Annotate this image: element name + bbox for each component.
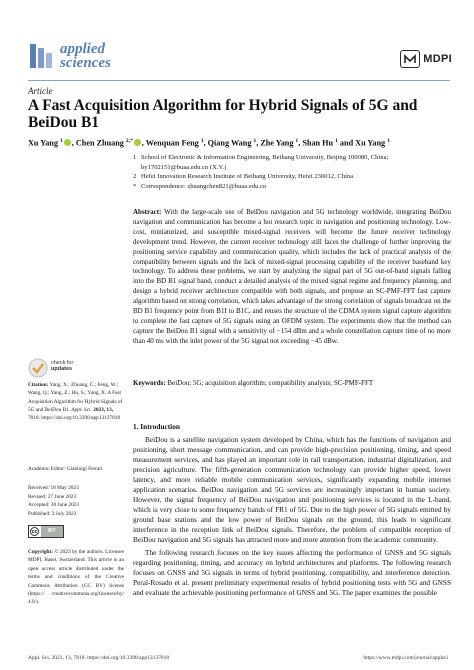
author-affiliation-mark: 1	[200, 138, 204, 144]
citation-journal: Appl. Sci.	[71, 406, 92, 413]
author-name: Shan Hu	[302, 138, 336, 148]
abstract-text: With the large-scale use of BeiDou navigation and 5G technology worldwide, integrating BeiDou navigation and communication has become a hot research topic in navigation and positioning technology. Low-cost, miniaturized, and susceptible mixed-signal receivers will become the future receiver technology development trend. However, the current receiver technology still faces the challenge of further improving the positioning service capability and communication quality, which includes the lack of practical analysis of the compatibility between signals and the lack of mixed-signal processing capability of the receiver baseband key technology. To address these problems, we start by analyzing the signal part of 5G out-of-band signals falling into the BD B1 signal band, conduct a detailed analysis of the mixed signal regime and frequency planning, and design a hybrid receiver architecture compatible with both signals, and propose an SC-PMF-FFT fast capture algorithm based on strong correlation, which takes advantage of the strong correlation of signals broadcast on the BD B1 frequency point from B1I to B1C, and reuses the structure of the CDMA system signal capture algorithm to complete the fast capture of 5G signals using an OFDM system. The experiments show that the method can capture the BeiDou B1 signal with a sensitivity of −154 dBm and a whole constellation capture time of no more than 40 ms with the inlet power of the 5G signal not exceeding −45 dBw.	[133, 208, 452, 345]
citation	[28, 381, 124, 422]
orcid-icon[interactable]	[134, 139, 141, 146]
introduction-body	[133, 435, 451, 598]
date-received: Received: 18 May 2023	[28, 485, 79, 491]
citation-label: Citation:	[28, 382, 49, 388]
article-type: Article	[28, 86, 53, 96]
author-affiliation-mark: 1	[253, 138, 257, 144]
check-for-updates-label[interactable]	[51, 360, 73, 372]
mdpi-logo-icon	[400, 50, 420, 68]
section-heading-introduction: 1. Introduction	[133, 422, 180, 431]
keywords-text: BeiDou; 5G; acquisition algorithm; compatibility analysis; SC-PMF-FFT	[167, 379, 374, 387]
orcid-icon[interactable]	[64, 139, 71, 146]
author-affiliation-mark: 1	[60, 138, 63, 144]
copyright	[28, 548, 124, 607]
page-footer	[28, 655, 448, 661]
journal-logo-icon	[30, 44, 52, 68]
citation-doi-link[interactable]: 7818. https://doi.org/10.3390/app13137818	[28, 415, 121, 422]
intro-paragraph-2: The following research focuses on the key issues affecting the performance of GNSS and 5G signals regarding positioning, timing, and accuracy on hybrid architectures and platforms. The following research focuses on GNSS and 5G signals in terms of hybrid positioning, compatibility, and interference detection. Peral-Rosado et al. present preliminary experimental results of hybrid positioning tests with 5G and GNSS and evaluate the achievable positioning performance of GNSS and 5G. The paper examines the possible	[133, 548, 451, 598]
publisher-logo	[400, 50, 452, 68]
affiliation-item	[133, 172, 453, 182]
journal-name-line1: applied	[60, 41, 105, 57]
copyright-text: © 2023 by the authors. Licensee MDPI, Basel, Switzerland. This article is an open access article distributed under the terms and conditions of the Creative Commons Attribution (CC BY) license (https:// creativecommons.org/licenses/by/ 4.0/).	[28, 549, 125, 606]
date-accepted: Accepted: 30 June 2023	[28, 502, 80, 509]
check-line2: updates	[51, 366, 73, 372]
affiliation-text: Hefei Innovation Research Institute of Beihang University, Hefei 230012, China	[141, 173, 354, 180]
affiliation-number: *	[133, 182, 137, 190]
publication-dates	[28, 484, 79, 518]
author-affiliation-mark: 1	[335, 138, 338, 144]
author-name: Xu Yang	[28, 138, 61, 148]
affiliation-item	[133, 153, 453, 172]
paper-title: A Fast Acquisition Algorithm for Hybrid Signals of 5G and BeiDou B1	[28, 97, 418, 131]
author-name: Zhe Yang	[260, 138, 296, 148]
cc-badge-by: BY	[41, 526, 63, 537]
academic-editor: Academic Editor: Gianluigi Ferrari	[28, 466, 103, 472]
cc-badge-c: cc	[31, 529, 38, 535]
keywords-label: Keywords:	[133, 379, 166, 387]
keywords	[133, 379, 451, 389]
abstract	[133, 208, 451, 347]
date-revised: Revised: 27 June 2023	[28, 493, 77, 500]
check-line1: check for	[51, 360, 74, 366]
header-divider	[28, 80, 450, 81]
date-published: Published: 3 July 2023	[28, 510, 77, 517]
cc-by-license-icon[interactable]	[28, 525, 64, 538]
footer-journal-url[interactable]: https://www.mdpi.com/journal/applsci	[363, 655, 448, 661]
affiliation-number: 1	[133, 154, 137, 161]
check-for-updates-icon[interactable]	[28, 358, 48, 378]
author-affiliation-mark: 1	[295, 138, 299, 144]
affiliation-number: 2	[133, 173, 137, 180]
journal-name	[60, 42, 111, 70]
author-name: Qiang Wang	[207, 138, 254, 148]
abstract-label: Abstract:	[133, 208, 162, 216]
citation-text: Yang, X.; Zhuang, C.; Feng, W.; Wang, Q.; Yang, Z.; Hu, S.; Yang, X. A Fast Acquisition Algorithm for Hybrid Signals of 5G and BeiDou B1.	[28, 382, 123, 413]
author-affiliation-mark: 2,*	[125, 138, 133, 144]
author-name: Chen Zhuang	[75, 138, 126, 148]
author-name: Wenquan Feng	[145, 138, 201, 148]
affiliation-text: School of Electronic & Information Engineering, Beihang University, Beijing 100080, China; by1702151@buaa.edu.cn (X.Y.)	[141, 154, 389, 171]
intro-paragraph-1: BeiDou is a satellite navigation system developed by China, which has the functions of navigation and positioning, short message communication, and can provide high-precision positioning, timing, and speed measurement services, and has played an important role in rail transportation, industrial digitalization, and precision agriculture. The fifth-generation communication technology can provide higher speed, lower latency, and more reliable mobile communication services, significantly expanding mobile internet application scenarios. BeiDou navigation and 5G services are increasingly important in human society. However, the signal frequency of BeiDou navigation and positioning services is located in the L-band, which is very close to some frequency bands of FR1 of 5G. Due to the high power of 5G signals emitted by ground base stations and the low power of BeiDou signals on the ground, this leads to significant interference in the reception link of BeiDou signals. Therefore, the problem of compatible reception of BeiDou navigation and 5G signals has attracted more and more attention from the academic community.	[133, 435, 451, 544]
author-affiliation-mark: 1	[387, 138, 390, 144]
affiliation-text: Correspondence: zhuangchen821@buaa.edu.cn	[141, 182, 267, 190]
publisher-name: MDPI	[423, 53, 452, 65]
citation-year-vol: 2023, 13,	[93, 406, 114, 413]
affiliations	[133, 153, 453, 191]
journal-name-line2: sciences	[60, 55, 111, 71]
copyright-label: Copyright:	[28, 549, 54, 555]
author-name: Xu Yang	[355, 138, 388, 148]
affiliation-item	[133, 182, 453, 192]
footer-citation[interactable]: Appl. Sci. 2023, 13, 7818. https://doi.org/10.3390/app13137818	[28, 655, 170, 661]
author-list: Xu Yang $^1$ , Chen Zhuang $^{2,*}$ , Wenquan Feng $^1$, Qiang Wang $^1$, Zhe Yang $^1$, Shan Hu $^1$ and Xu Yang $^1$	[28, 138, 390, 148]
